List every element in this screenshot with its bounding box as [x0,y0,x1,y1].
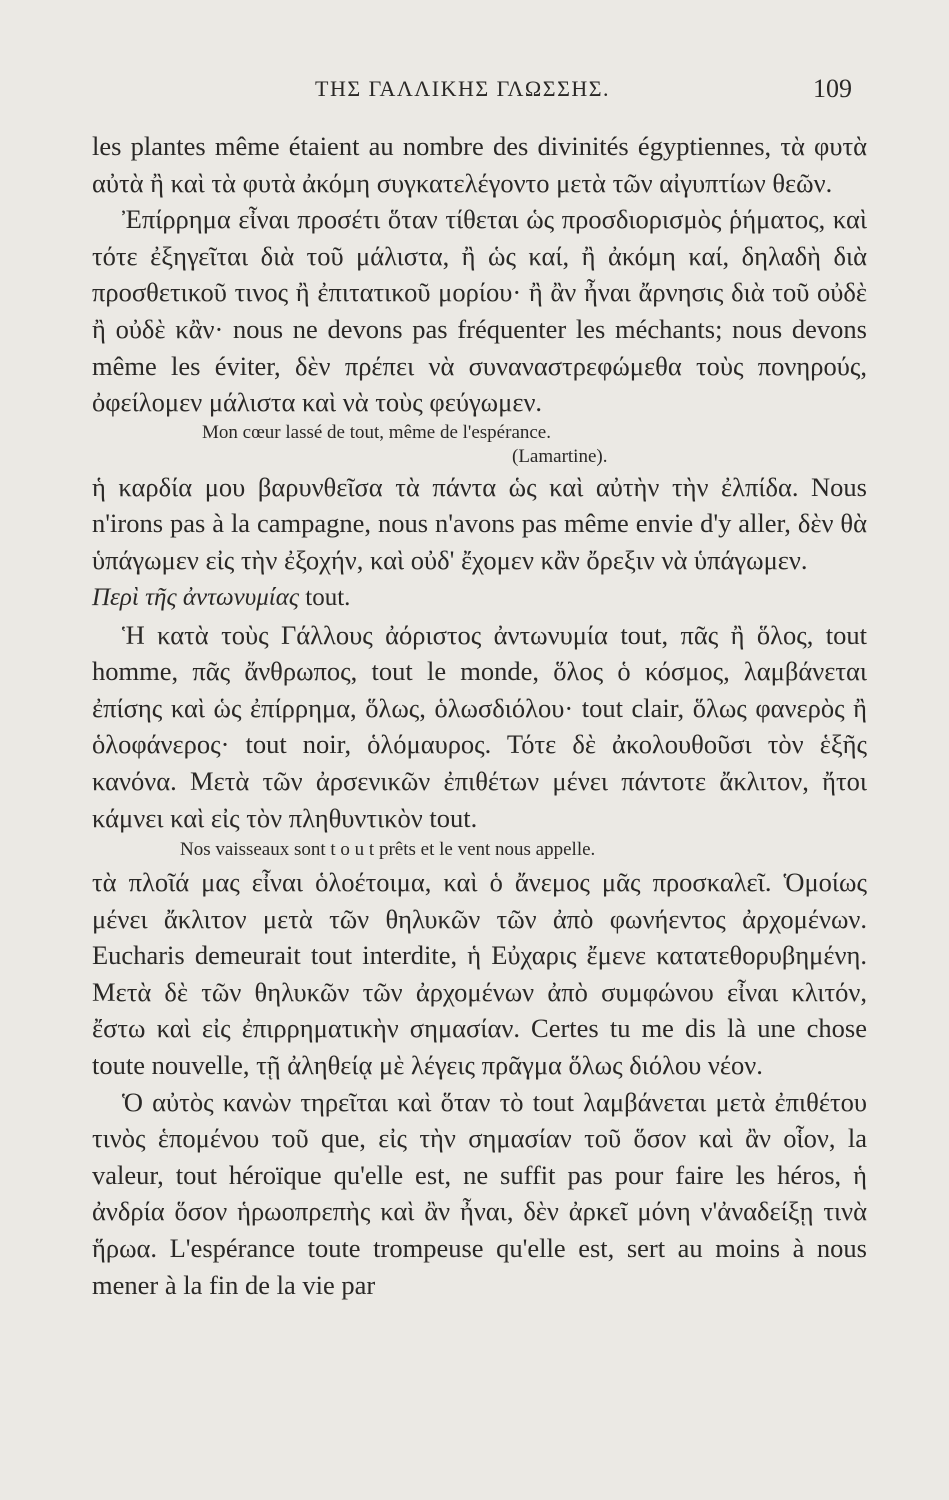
quotation-attribution: (Lamartine). [512,445,608,467]
paragraph: Ἐπίρρημα εἶναι προσέτι ὅταν τίθεται ὡς προσδιορισμὸς ῥήματος, καὶ τότε ἐξηγεῖται διὰ τοῦ μάλιστα, ἢ ὡς καί, ἢ ἀκόμη καί, δηλαδὴ διὰ προσθετικοῦ τινος ἢ ἐπιτατικοῦ μορίου· ἢ ἂν ἦναι ἄρνησις διὰ τοῦ οὐδὲ ἢ οὐδὲ κἂν· nous ne devons pas fréquenter les méchants; nous devons même les éviter, δὲν πρέπει νὰ συναναστρεφώμεθα τοὺς πονηρούς, ὀφείλομεν μάλιστα καὶ νὰ τοὺς φεύγωμεν. [92,204,867,418]
section-heading [92,579,867,617]
body-text [92,128,867,1303]
section-heading-word: tout. [305,583,351,611]
page-header [90,74,852,108]
paragraph: τὰ πλοῖά μας εἶναι ὁλοέτοιμα, καὶ ὁ ἄνεμος μᾶς προσκαλεῖ. Ὁμοίως μένει ἄκλιτον μετὰ τῶν θηλυκῶν τῶν ἀπὸ φωνήεντος ἀρχομένων. Eucharis demeurait tout interdite, ἡ Εὐχαρις ἔμενε κατατεθορυβημένη. Μετὰ δὲ τῶν θηλυκῶν τῶν ἀρχομένων ἀπὸ συμφώνου εἶναι κλιτόν, ἔστω καὶ εἰς ἐπιρρηματικὴν σημασίαν. Certes tu me dis là une chose toute nouvelle, τῇ ἀληθείᾳ μὲ λέγεις πρᾶγμα ὅλως διόλου νέον. [92,867,867,1081]
quotation: Nos vaisseaux sont t o u t prêts et le vent nous appelle. [180,839,596,861]
paragraph: les plantes même étaient au nombre des divinités égyptiennes, τὰ φυτὰ αὐτὰ ἢ καὶ τὰ φυτὰ ἀκόμη συγκατελέγοντο μετὰ τῶν αἰγυπτίων θεῶν. [92,131,867,198]
section-heading-greek: Περὶ τῆς ἀντωνυμίας [92,583,299,611]
paragraph: Ὁ αὐτὸς κανὼν τηρεῖται καὶ ὅταν τὸ tout λαμβάνεται μετὰ ἐπιθέτου τινὸς ἑπομένου τοῦ que, εἰς τὴν σημασίαν τοῦ ὅσον καὶ ἂν οἷον, la valeur, tout héroïque qu'elle est, ne suffit pas pour faire les héros, ἡ ἀνδρία ὅσον ἡρωοπρεπὴς καὶ ἂν ἦναι, δὲν ἀρκεῖ μόνη ν'ἀναδείξῃ τινὰ ἥρωα. L'espérance toute trompeuse qu'elle est, sert au moins à nous mener à la fin de la vie par [92,1086,867,1300]
page-number: 109 [813,74,852,103]
quotation: Mon cœur lassé de tout, même de l'espérance. [202,421,551,443]
running-title: ΤΗΣ ΓΑΛΛΙΚΗΣ ΓΛΩΣΣΗΣ. [315,76,611,101]
paragraph: Ἡ κατὰ τοὺς Γάλλους ἀόριστος ἀντωνυμία tout, πᾶς ἢ ὅλος, tout homme, πᾶς ἄνθρωπος, tout le monde, ὅλος ὁ κόσμος, λαμβάνεται ἐπίσης καὶ ὡς ἐπίρρημα, ὅλως, ὁλωσδιόλου· tout clair, ὅλως φανερὸς ἢ ὁλοφάνερος· tout noir, ὁλόμαυρος. Τότε δὲ ἀκολουθοῦσι τὸν ἑξῆς κανόνα. Μετὰ τῶν ἀρσενικῶν ἐπιθέτων μένει πάντοτε ἄκλιτον, ἤτοι κάμνει καὶ εἰς τὸν πληθυντικὸν tout. [92,619,867,833]
paragraph: ἡ καρδία μου βαρυνθεῖσα τὰ πάντα ὡς καὶ αὐτὴν τὴν ἐλπίδα. Nous n'irons pas à la campagne, nous n'avons pas même envie d'y aller, δὲν θὰ ὑπάγωμεν εἰς τὴν ἐξοχήν, καὶ οὐδ' ἔχομεν κἂν ὄρεξιν νὰ ὑπάγωμεν. [92,471,867,575]
